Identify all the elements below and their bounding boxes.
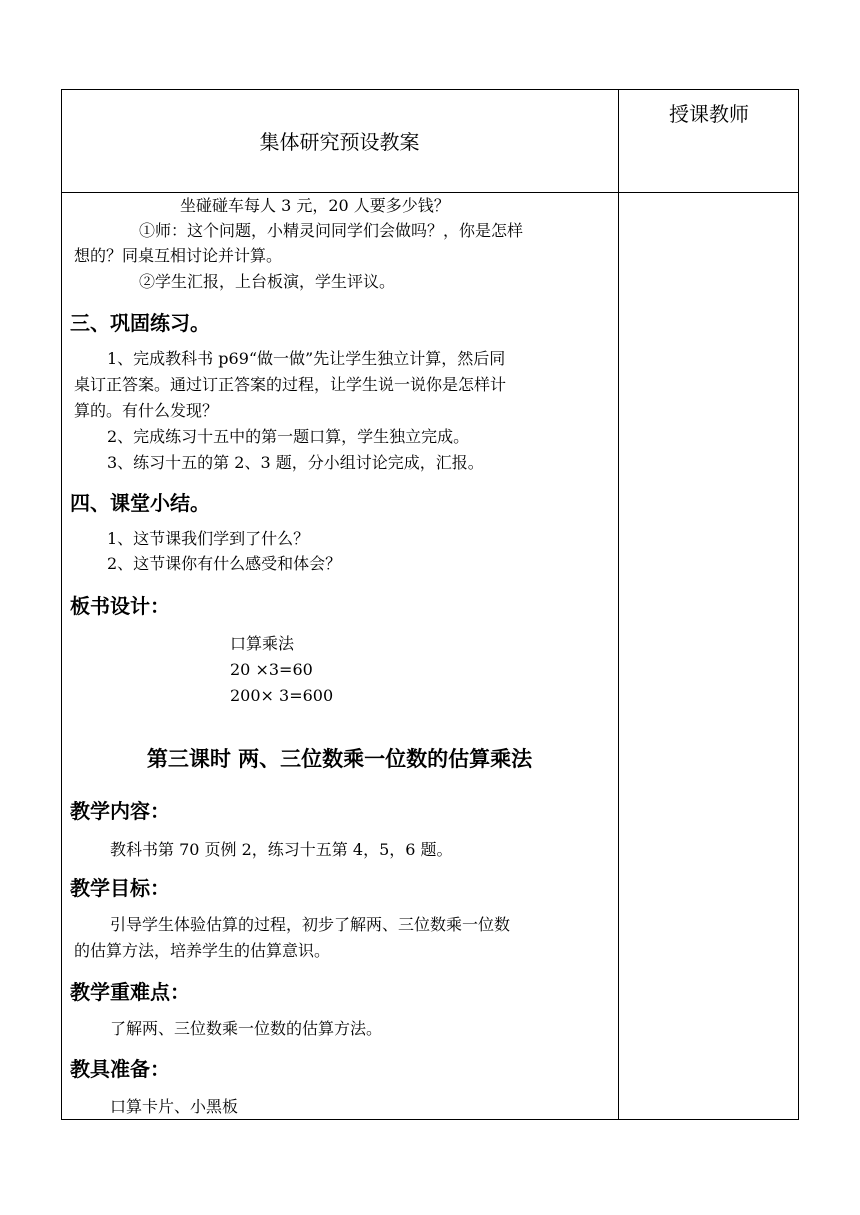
header-divider bbox=[61, 192, 799, 193]
practice-heading: 三、巩固练习。 bbox=[70, 311, 210, 335]
tools-heading: 教具准备： bbox=[70, 1057, 170, 1081]
content-text: 教科书第 70 页例 2，练习十五第 4，5，6 题。 bbox=[110, 840, 453, 859]
intro-step1-line2: 想的？同桌互相讨论并计算。 bbox=[74, 246, 283, 265]
tools-text: 口算卡片、小黑板 bbox=[110, 1097, 239, 1116]
board-line2: 20 ×3=60 bbox=[230, 660, 313, 679]
practice-item3: 3、练习十五的第 2、3 题，分小组讨论完成，汇报。 bbox=[107, 453, 484, 472]
board-heading: 板书设计： bbox=[70, 594, 170, 618]
summary-item2: 2、这节课你有什么感受和体会？ bbox=[107, 554, 342, 573]
key-text: 了解两、三位数乘一位数的估算方法。 bbox=[110, 1019, 383, 1038]
document-title: 集体研究预设教案 bbox=[259, 130, 420, 154]
goal-line2: 的估算方法，培养学生的估算意识。 bbox=[74, 941, 331, 960]
practice-item1-line1: 1、完成教科书 p69“做一做”先让学生独立计算，然后同 bbox=[107, 349, 506, 368]
goal-heading: 教学目标： bbox=[70, 876, 170, 900]
board-line3: 200× 3=600 bbox=[230, 686, 334, 705]
practice-item2: 2、完成练习十五中的第一题口算，学生独立完成。 bbox=[107, 427, 470, 446]
teacher-column-label: 授课教师 bbox=[669, 102, 749, 126]
lesson-plan-table bbox=[61, 89, 799, 1120]
key-heading: 教学重难点： bbox=[70, 980, 190, 1004]
goal-line1: 引导学生体验估算的过程，初步了解两、三位数乘一位数 bbox=[110, 915, 511, 934]
practice-item1-line2: 桌订正答案。通过订正答案的过程，让学生说一说你是怎样计 bbox=[74, 375, 507, 394]
board-line1: 口算乘法 bbox=[230, 634, 295, 653]
intro-step1-line1: ①师：这个问题，小精灵问同学们会做吗？，你是怎样 bbox=[139, 221, 524, 240]
column-divider bbox=[618, 89, 619, 1120]
summary-item1: 1、这节课我们学到了什么？ bbox=[107, 529, 310, 548]
intro-step2: ②学生汇报，上台板演，学生评议。 bbox=[139, 272, 396, 291]
lesson-title: 第三课时 两、三位数乘一位数的估算乘法 bbox=[146, 747, 533, 771]
content-heading: 教学内容： bbox=[70, 799, 170, 823]
practice-item1-line3: 算的。有什么发现？ bbox=[74, 401, 219, 420]
intro-question: 坐碰碰车每人 3 元，20 人要多少钱？ bbox=[180, 196, 450, 215]
summary-heading: 四、课堂小结。 bbox=[70, 491, 210, 515]
